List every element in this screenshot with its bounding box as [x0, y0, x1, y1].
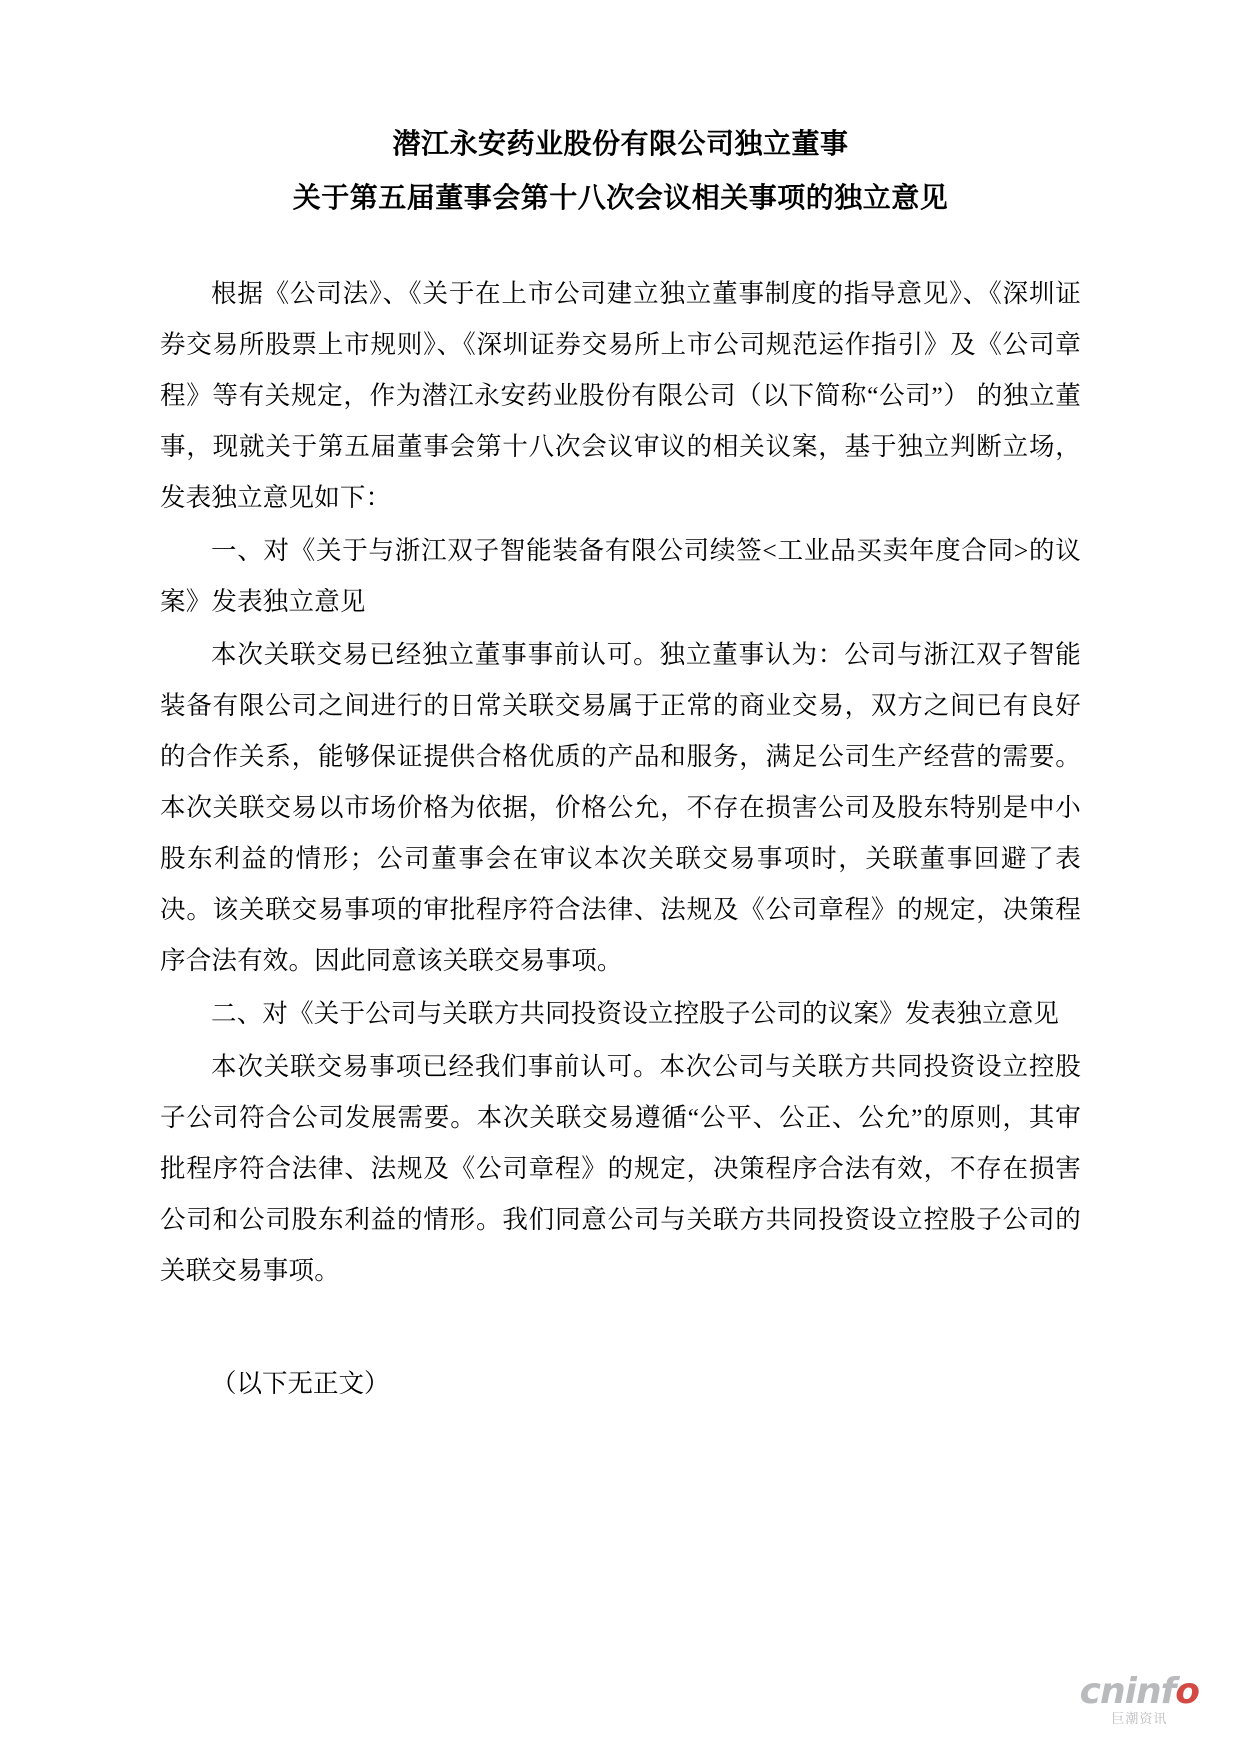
paragraph-2: 一、对《关于与浙江双子智能装备有限公司续签<工业品买卖年度合同>的议案》发表独立意见 [160, 536, 1081, 616]
closing-note: （以下无正文） [211, 1369, 390, 1398]
watermark-brand-text: cninf [1079, 1671, 1176, 1712]
watermark-brand [1079, 1671, 1199, 1712]
watermark-subtitle: 巨潮资讯 [1111, 1712, 1168, 1727]
cninfo-watermark [1079, 1671, 1199, 1727]
document-body [160, 268, 1081, 1296]
watermark-brand-suffix: o [1175, 1671, 1199, 1712]
paragraph-4: 二、对《关于公司与关联方共同投资设立控股子公司的议案》发表独立意见 [211, 999, 1060, 1028]
page-title-line-1: 潜江永安药业股份有限公司独立董事 [392, 127, 849, 160]
paragraph-5: 本次关联交易事项已经我们事前认可。本次公司与关联方共同投资设立控股子公司符合公司发展需要。本次关联交易遵循“公平、公正、公允”的原则，其审批程序符合法律、法规及《公司章程》的规定，决策程序合法有效，不存在损害公司和公司股东利益的情形。我们同意公司与关联方共同投资设立控股子公司的关联交易事项。 [160, 1052, 1081, 1285]
paragraph-3: 本次关联交易已经独立董事事前认可。独立董事认为：公司与浙江双子智能装备有限公司之间进行的日常关联交易属于正常的商业交易，双方之间已有良好的合作关系，能够保证提供合格优质的产品和服务，满足公司生产经营的需要。本次关联交易以市场价格为依据，价格公允，不存在损害公司及股东特别是中小股东利益的情形；公司董事会在审议本次关联交易事项时，关联董事回避了表决。该关联交易事项的审批程序符合法律、法规及《公司章程》的规定，决策程序合法有效。因此同意该关联交易事项。 [160, 640, 1081, 975]
page-title [160, 127, 1081, 214]
paragraph-1: 根据《公司法》、《关于在上市公司建立独立董事制度的指导意见》、《深圳证券交易所股票上市规则》、《深圳证券交易所上市公司规范运作指引》及《公司章程》等有关规定，作为潜江永安药业股份有限公司（以下简称“公司”） 的独立董事，现就关于第五届董事会第十八次会议审议的相关议案，基于独立判断立场，发表独立意见如下： [160, 279, 1081, 512]
page-title-line-2: 关于第五届董事会第十八次会议相关事项的独立意见 [292, 181, 949, 214]
